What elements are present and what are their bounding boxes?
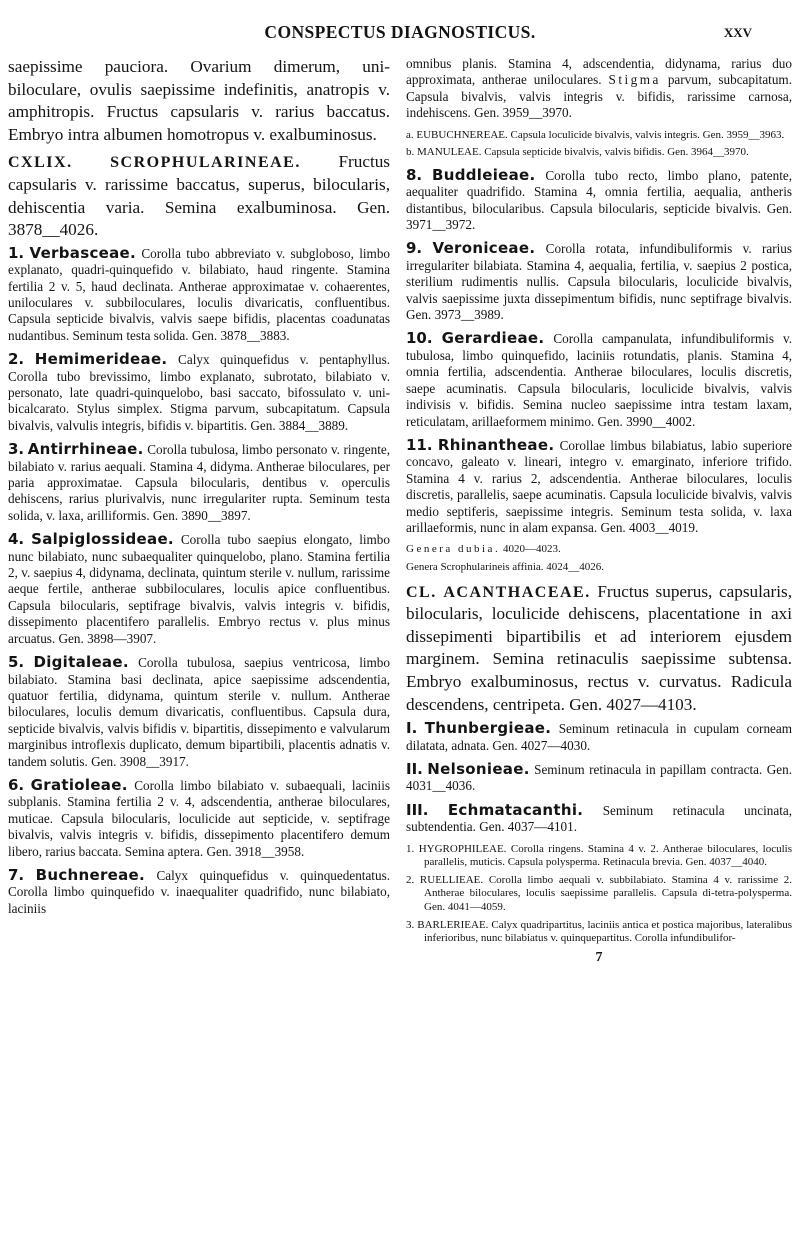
tribe-number: 3. [8,440,25,459]
tribe-entry [406,802,792,836]
left-column [8,56,390,924]
tribe-description: Corolla tubo abbreviato v. subgloboso, limbo explanato, quadri-quinquefido v. bilabiato, haud ringente. Stamina fertilia 2 v. 5, haud declinata. Antherae approximatae v. cohaerentes, uniloculares v. subbiloculares, loculis divaricatis, confluentibus. Capsula septicide bivalvis, valvis saepe bifidis, placentas coadunatas nudantibus. Seminum testa solida. Gen. 3878__3883. [8,245,391,343]
running-title: CONSPECTUS DIAGNOSTICUS. [264,22,536,42]
tribe-entry [8,654,390,770]
intro-paragraph: saepissime pauciora. Ovarium dimerum, uni-biloculare, ovulis saepissime indefinitis, anatropis v. amphitropis. Fructus capsularis v. rarius baccatus. Embryo intra albumen homotropus v. exalbuminosus. [8,57,390,144]
genera-dubia-range: 4020—4023. [502,543,561,556]
subtribe-description: HYGROPHILEAE. Corolla ringens. Stamina 4 v. 2. Antherae biloculares, loculis parallelis, muticis. Capsula polysperma. Retinacula brevia. Gen. 4037__4040. [418,842,793,869]
tribe-entry [406,720,792,754]
family-name: ACANTHACEAE. [443,583,591,601]
tribe-entry [8,531,390,647]
tribe-description: Corolla tubulosa, saepius ventricosa, limbo bilabiato. Stamina basi declinata, apice saepissime adscendentia, quatuor fertilia, didynama, quintum sterile v. nullum. Antherae biloculares, loculis demum divaricatis, confluentibus. Capsula dura, septicide bivalvis, valvis bifidis v. bipartitis, dissepimento e valvularum marginibus introflexis duplicato, demum bipartibili, placentis adnatis v. tandem solutis. Gen. 3908__3917. [8,655,390,769]
signature-mark: 7 [595,949,603,965]
tribe-number: 5. [8,653,25,672]
tribe-description: Corolla campanulata, infundibuliformis v. tubulosa, limbo quinquefido, laciniis rotundatis, planis. Stamina 4, omnia fertilia, adscendentia. Antherae biloculares, loculis discretis, saepe acuminatis. Capsula bilocularis, loculicide bivalvis, valvis indivisis v. bifidis. Semina nucleo saepissime intra testam laxam, reticulatam, arillaeformem minimo. Gen. 3990__4002. [406,331,793,429]
genera-dubia-label: Genera dubia. [406,543,501,556]
right-column [406,56,792,966]
tribe-number: III. [406,800,429,819]
page-header [0,22,800,48]
tribe-description: Calyx quinquefidus v. pentaphyllus. Corolla tubo brevissimo, limbo explanato, subrotato, bilabiato v. personato, late quadri-quinquelobo, basi saccato, bifossulato v. uni-bicalcarato. Stylus simplex. Stigma parvum, subcapitatum. Capsula bivalvis, valvulis integris, bifidis v. bipartitis. Gen. 3884__3889. [8,352,390,433]
tribe-entry [406,167,792,234]
tribe-name: Gratioleae. [30,775,128,794]
subtribe-description: RUELLIEAE. Corolla limbo aequali v. subbilabiato. Stamina 4 v. rarissime 2. Antherae biloculares, loculis saepissime parallelis. Capsula di-tetra-polysperma. Gen. 4041—4059. [419,873,792,913]
family-name: SCROPHULARINEAE. [110,154,301,172]
tribe-number: 7. [8,865,25,884]
subtribe-entry [406,919,792,946]
tribe-number: 1. [8,243,25,262]
tribe-name: Buddleieae. [432,165,536,184]
family-number: CXLIX. [8,154,73,172]
subtribe-entry [406,129,792,143]
tribe-description: Seminum retinacula in papillam contracta. Gen. 4031__4036. [406,761,793,794]
tribe-description: Corolla tubo saepius elongato, limbo nunc bilabiato, nunc subaequaliter quinquelobo, plano. Stamina fertilia 2, v. saepius 4, didynama, declinata, quintum sterile v. nullum, rarissime aeque fertile, antherae subbiloculares, loculis apice confluentibus. Capsula bilocularis, septifrage bivalvis, valvis integris v. bifidis, dissepimento placentifero parallelis. Embryo rectus v. plus minus arcuatus. Gen. 3898—3907. [8,532,390,646]
genera-dubia [406,543,792,557]
tribe-description: Corolla rotata, infundibuliformis v. rarius irregulariter bilabiata. Stamina 4, aequalia, fertilia, v. saepius 2 postica, sterilium rudimentis nullis. Capsula bilocularis, loculicide bivalvis, valvis saepissime juxta dissepimentum bifidis, nunc septifrage bivalvis. Gen. 3973__3989. [406,241,792,323]
tribe-name: Hemimerideae. [34,350,168,369]
subtribe-label: 2. [406,873,415,886]
subtribe-description: MANULEAE. Capsula septicide bivalvis, valvis bifidis. Gen. 3964__3970. [417,146,749,159]
family-description: Fructus capsularis v. rarissime baccatus, superus, bilocularis, dehiscentia varia. Semina exalbuminosa. Gen. 3878__4026. [8,152,390,240]
tribe-entry [406,240,792,323]
tribe-name: Digitaleae. [33,653,129,672]
tribe-description: Corolla tubo recto, limbo plano, patente, aequaliter quadrifido. Stamina 4, omnia fertilia, aequalia, antheris distantibus, bilocularibus. Capsula bilocularis, septicide bivalvis. Gen. 3971__3972. [406,167,793,233]
tribe-number: 9. [406,239,423,258]
tribe-entry [8,441,390,524]
tribe-name: Gerardieae. [441,329,545,348]
subtribe-label: b. [406,146,415,159]
family-acanthaceae [406,581,792,717]
tribe-name: Salpiglossideae. [31,530,174,549]
tribe-entry [8,351,390,434]
tribe-name: Antirrhineae. [27,440,144,459]
tribe-number: 6. [8,775,25,794]
tribe-entry [406,330,792,429]
tribe-number: 8. [406,165,423,184]
tribe-entry [8,777,390,860]
family-scrophularineae [8,151,390,241]
tribe-name: Nelsonieae. [427,759,530,778]
genera-affinia: Genera Scrophularineis affinia. 4024__4026. [406,560,605,573]
tribe-number: 2. [8,350,25,369]
tribe-name: Veroniceae. [432,239,536,258]
continued-text: omnibus planis. Stamina 4, adscendentia, didynama, rarius duo approximata, antherae uniloculares. Stigma parvum, subcapitatum. Capsula bivalvis, valvis integris v. bifidis, rarissime carnosa, indehiscens. Gen. 3959__3970. [406,56,792,121]
tribe-name: Rhinantheae. [437,435,555,454]
tribe-description: Seminum retinacula in cupulam corneam dilatata, adnata. Gen. 4027—4030. [406,721,793,753]
family-description: Fructus superus, capsularis, bilocularis, loculicide dehiscens, placentatione in axi dissepimenti bipartibilis et ad interiorem ejusdem marginem. Semina retinaculis saepissime subtensa. Embryo exalbuminosus, rectus v. curvatus. Radicula descendens, centripeta. Gen. 4027—4103. [406,581,793,714]
subtribe-entry [406,874,792,915]
tribe-entry [8,867,390,917]
tribe-description: Corolla limbo bilabiato v. subaequali, laciniis subplanis. Stamina fertilia 2 v. 4, adscendentia, antherae biloculares, muticae. Capsula bilocularis, loculicide aut septicide, v. septifrage bivalvis, valvis integris v. bifidis, dissepimento placentifero demum libero, rarius baccata. Semina aptera. Gen. 3918__3958. [8,777,390,859]
tribe-entry [406,437,792,536]
family-number: CL. [406,583,437,601]
tribe-entry [406,761,792,795]
subtribe-label: 3. [406,918,415,931]
page-number: XXV [723,25,752,40]
tribe-name: Echmatacanthi. [447,800,584,819]
tribe-number: 11. [406,435,433,454]
tribe-description: Calyx quinquefidus v. quinquedentatus. Corolla limbo quinquefido v. inaequaliter quadrifido, nunc bilabiato, laciniis [8,867,390,916]
subtribe-entry [406,843,792,870]
tribe-description: Corollae limbus bilabiatus, labio superiore concavo, galeato v. lineari, integro v. emarginato, inferiore trifido. Stamina 4 v. rarius 2, adscendentia. Antherae biloculares, loculis discretis, parallelis, saepe acuminatis. Capsula loculicide bivalvis, valvis medio septiferis, saepissime integris. Seminum testa solida, v. laxa arillaeformis, nunc in alam expansa. Gen. 4003__4019. [406,437,793,535]
tribe-entry [8,245,390,344]
tribe-description: Corolla tubulosa, limbo personato v. ringente, bilabiato v. rarius aequali. Stamina 4, didyma. Antherae biloculares, per paria approximatae. Capsula bilocularis, dentibus v. operculis dehiscens, rarius plurivalvis, nunc irregulariter rupta. Seminum testa solida, v. laxa, arilliformis. Gen. 3890__3897. [8,442,391,523]
subtribe-label: 1. [406,842,415,855]
tribe-number: II. [406,759,423,778]
subtribe-entry [406,146,792,160]
tribe-name: Verbasceae. [29,243,137,262]
tribe-name: Buchnereae. [35,865,146,884]
stigma-word: Stigma [608,72,661,88]
tribe-number: I. [406,719,418,738]
tribe-number: 4. [8,530,25,549]
subtribe-label: a. [406,128,414,141]
subtribe-description: EUBUCHNEREAE. Capsula loculicide bivalvis, valvis integris. Gen. 3959__3963. [416,128,785,141]
subtribe-description: BARLERIEAE. Calyx quadripartitus, laciniis antica et postica majoribus, lateralibus inferioribus, nunc bilabiatus v. quinquepartitus. Corolla infundibulifor- [417,918,793,945]
tribe-description: Seminum retinacula uncinata, subtendentia. Gen. 4037—4101. [406,802,793,835]
tribe-name: Thunbergieae. [424,719,552,738]
tribe-number: 10. [406,329,433,348]
